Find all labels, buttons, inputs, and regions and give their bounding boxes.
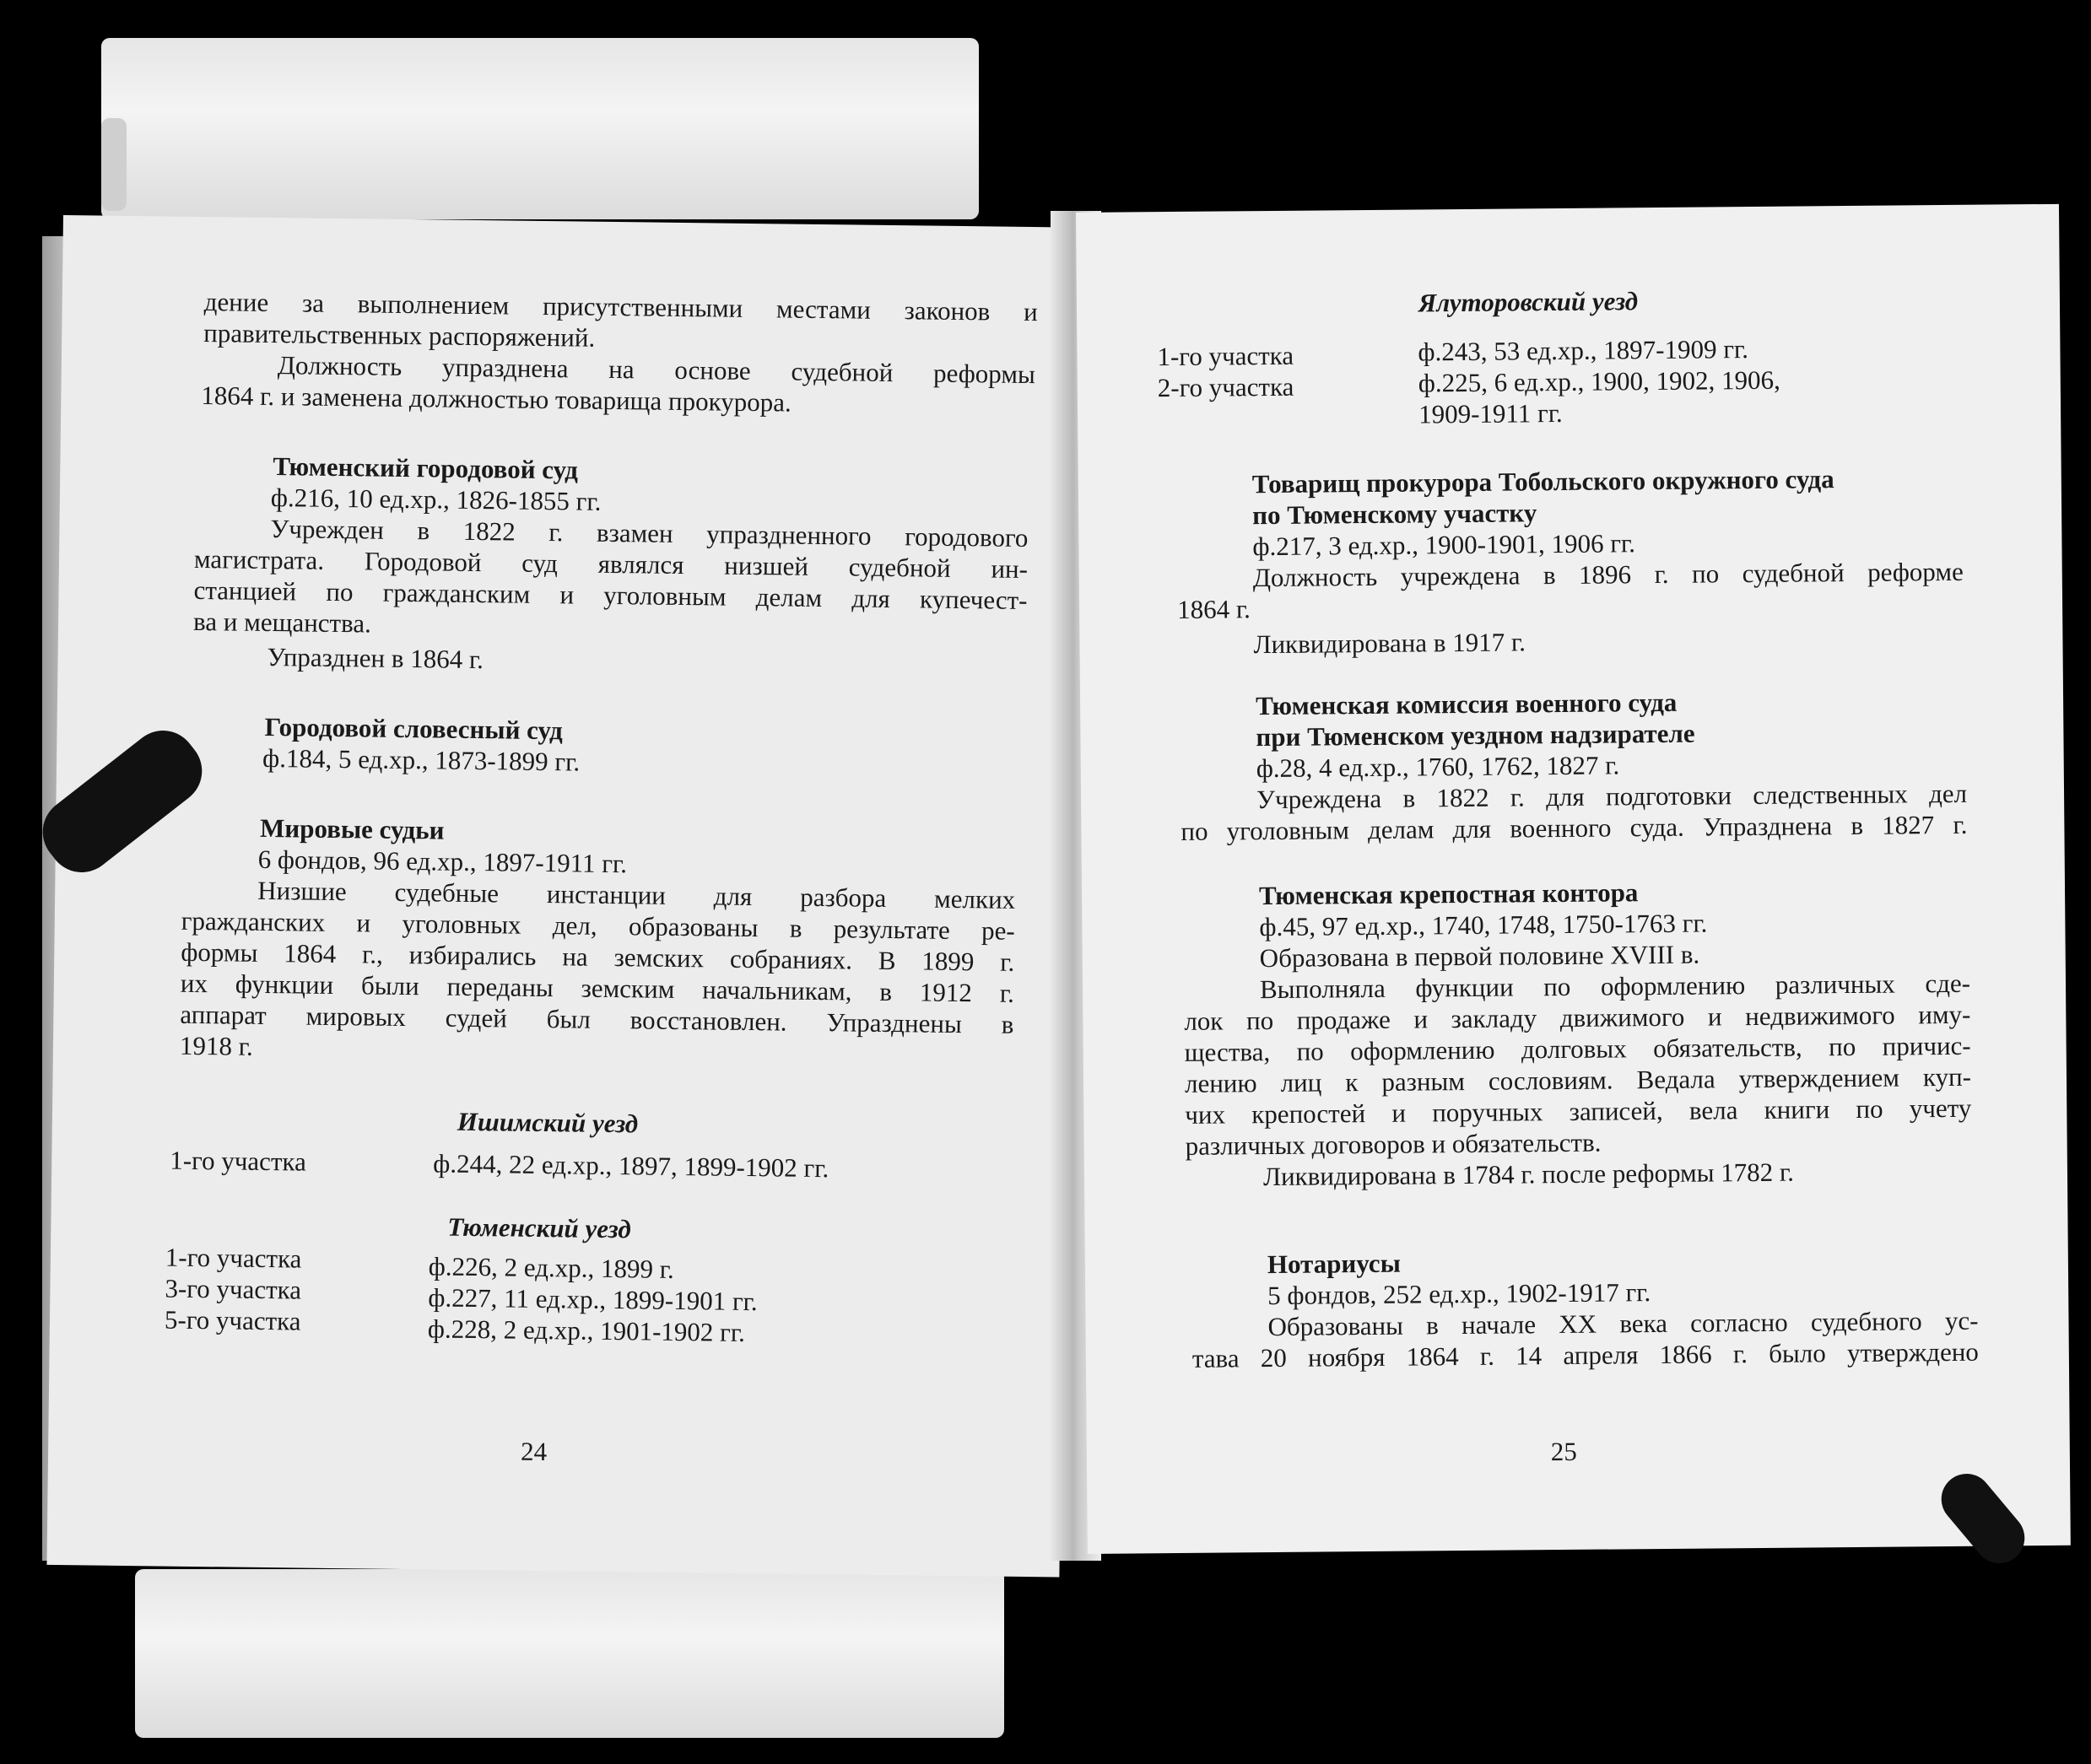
body-line: аппарат мировых судей был восстановлен. Упразднены в bbox=[180, 999, 1014, 1039]
intro-line: дение за выполнением присутственными местами законов и bbox=[203, 287, 1038, 327]
fond-info: ф.184, 5 ед.хр., 1873-1899 гг. bbox=[262, 742, 581, 777]
precinct-fond: ф.225, 6 ед.хр., 1900, 1902, 1906, bbox=[1418, 364, 1780, 398]
precinct-fond: ф.226, 2 ед.хр., 1899 г. bbox=[428, 1251, 674, 1284]
fond-info: ф.45, 97 ед.хр., 1740, 1748, 1750-1763 гг. bbox=[1259, 908, 1708, 942]
precinct-label: 2-го участка bbox=[1157, 371, 1294, 403]
district-title: Ишимский уезд bbox=[457, 1106, 639, 1139]
body-line: их функции были переданы земским начальникам, в 1912 г. bbox=[180, 968, 1015, 1008]
precinct-fond: ф.244, 22 ед.хр., 1897, 1899-1902 гг. bbox=[433, 1148, 829, 1184]
fond-info: ф.217, 3 ед.хр., 1900-1901, 1906 гг. bbox=[1252, 528, 1636, 562]
fond-info: ф.216, 10 ед.хр., 1826-1855 гг. bbox=[270, 483, 602, 516]
precinct-label: 5-го участка bbox=[164, 1304, 301, 1336]
intro-line: Должность упразднена на основе судебной реформы bbox=[277, 350, 1035, 390]
body-line: Образована в первой половине XVIII в. bbox=[1259, 939, 1700, 974]
precinct-fond-continued: 1909-1911 гг. bbox=[1418, 397, 1563, 429]
district-title: Тюменский уезд bbox=[447, 1211, 631, 1244]
body-line: станцией по гражданским и уголовным делам для купечест- bbox=[193, 575, 1028, 615]
body-line: щества, по оформлению долговых обязательств, по причис- bbox=[1184, 1030, 1971, 1067]
precinct-label: 1-го участка bbox=[1157, 340, 1294, 372]
body-line: различных договоров и обязательств. bbox=[1185, 1127, 1602, 1161]
precinct-label: 1-го участка bbox=[170, 1145, 307, 1177]
body-line: Ликвидирована в 1917 г. bbox=[1253, 627, 1526, 660]
body-line: Образованы в начале XX века согласно судебного ус- bbox=[1267, 1305, 1979, 1342]
right-page bbox=[1076, 204, 2071, 1554]
body-line: Ликвидирована в 1784 г. после реформы 1782 г. bbox=[1262, 1157, 1795, 1192]
precinct-fond: ф.228, 2 ед.хр., 1901-1902 гг. bbox=[427, 1314, 746, 1347]
body-line: Учрежден в 1822 г. взамен упраздненного городового bbox=[270, 514, 1029, 553]
body-line: 1918 г. bbox=[179, 1030, 253, 1061]
fond-info: 6 фондов, 96 ед.хр., 1897-1911 гг. bbox=[257, 844, 628, 879]
section-title: при Тюменском уездном надзирателе bbox=[1256, 718, 1695, 753]
body-line: 1864 г. bbox=[1176, 594, 1251, 624]
section-title: по Тюменскому участку bbox=[1251, 498, 1537, 531]
page-number: 25 bbox=[1550, 1436, 1577, 1467]
section-title: Тюменская крепостная контора bbox=[1258, 877, 1639, 911]
body-line: Низшие судебные инстанции для разбора мелких bbox=[257, 875, 1016, 914]
section-title: Нотариусы bbox=[1267, 1248, 1401, 1280]
page-number: 24 bbox=[520, 1436, 548, 1467]
foam-support-top bbox=[101, 38, 979, 219]
body-line: лок по продаже и закладу движимого и недвижимого иму- bbox=[1184, 999, 1971, 1036]
intro-line: 1864 г. и заменена должностью товарища прокурора. bbox=[201, 380, 792, 418]
left-page bbox=[46, 215, 1075, 1578]
body-line: магистрата. Городовой суд являлся низшей судебной ин- bbox=[193, 543, 1029, 584]
precinct-fond: ф.243, 53 ед.хр., 1897-1909 гг. bbox=[1418, 334, 1749, 367]
section-title: Тюменский городовой суд bbox=[273, 451, 579, 485]
body-line: чих крепостей и поручных записей, вела книги по учету bbox=[1185, 1092, 1972, 1130]
fond-info: 5 фондов, 252 ед.хр., 1902-1917 гг. bbox=[1267, 1277, 1651, 1311]
precinct-fond: ф.227, 11 ед.хр., 1899-1901 гг. bbox=[428, 1282, 758, 1317]
section-title: Тюменская комиссия военного суда bbox=[1255, 687, 1678, 721]
body-line: ва и мещанства. bbox=[192, 606, 372, 639]
intro-line: правительственных распоряжений. bbox=[203, 318, 596, 353]
foam-support-bottom bbox=[135, 1569, 1004, 1738]
section-title: Мировые судьи bbox=[259, 812, 445, 845]
section-title: Городовой словесный суд bbox=[264, 711, 563, 746]
fond-info: ф.28, 4 ед.хр., 1760, 1762, 1827 г. bbox=[1256, 750, 1620, 784]
precinct-label: 1-го участка bbox=[165, 1242, 302, 1274]
foam-support-top-edge bbox=[101, 118, 127, 211]
body-line: Выполняла функции по оформлению различных сде- bbox=[1259, 968, 1971, 1005]
body-line: гражданских и уголовных дел, образованы в результате ре- bbox=[181, 905, 1015, 946]
section-title: Товарищ прокурора Тобольского окружного суда bbox=[1251, 464, 1834, 499]
body-line: по уголовным делам для военного суда. Упразднена в 1827 г. bbox=[1181, 809, 1968, 846]
body-line: Учреждена в 1822 г. для подготовки следственных дел bbox=[1256, 778, 1968, 815]
district-title: Ялуторовский уезд bbox=[1418, 286, 1639, 318]
body-line: Должность учреждена в 1896 г. по судебной реформе bbox=[1252, 556, 1964, 593]
body-line: тава 20 ноября 1864 г. 14 апреля 1866 г. было утверждено bbox=[1191, 1336, 1979, 1373]
body-line: лению лиц к разным сословиям. Ведала утверждением куп- bbox=[1184, 1061, 1972, 1098]
precinct-label: 3-го участка bbox=[165, 1273, 302, 1305]
body-line: формы 1864 г., избирались на земских собраниях. В 1899 г. bbox=[181, 936, 1015, 977]
body-line: Упразднен в 1864 г. bbox=[267, 641, 484, 675]
